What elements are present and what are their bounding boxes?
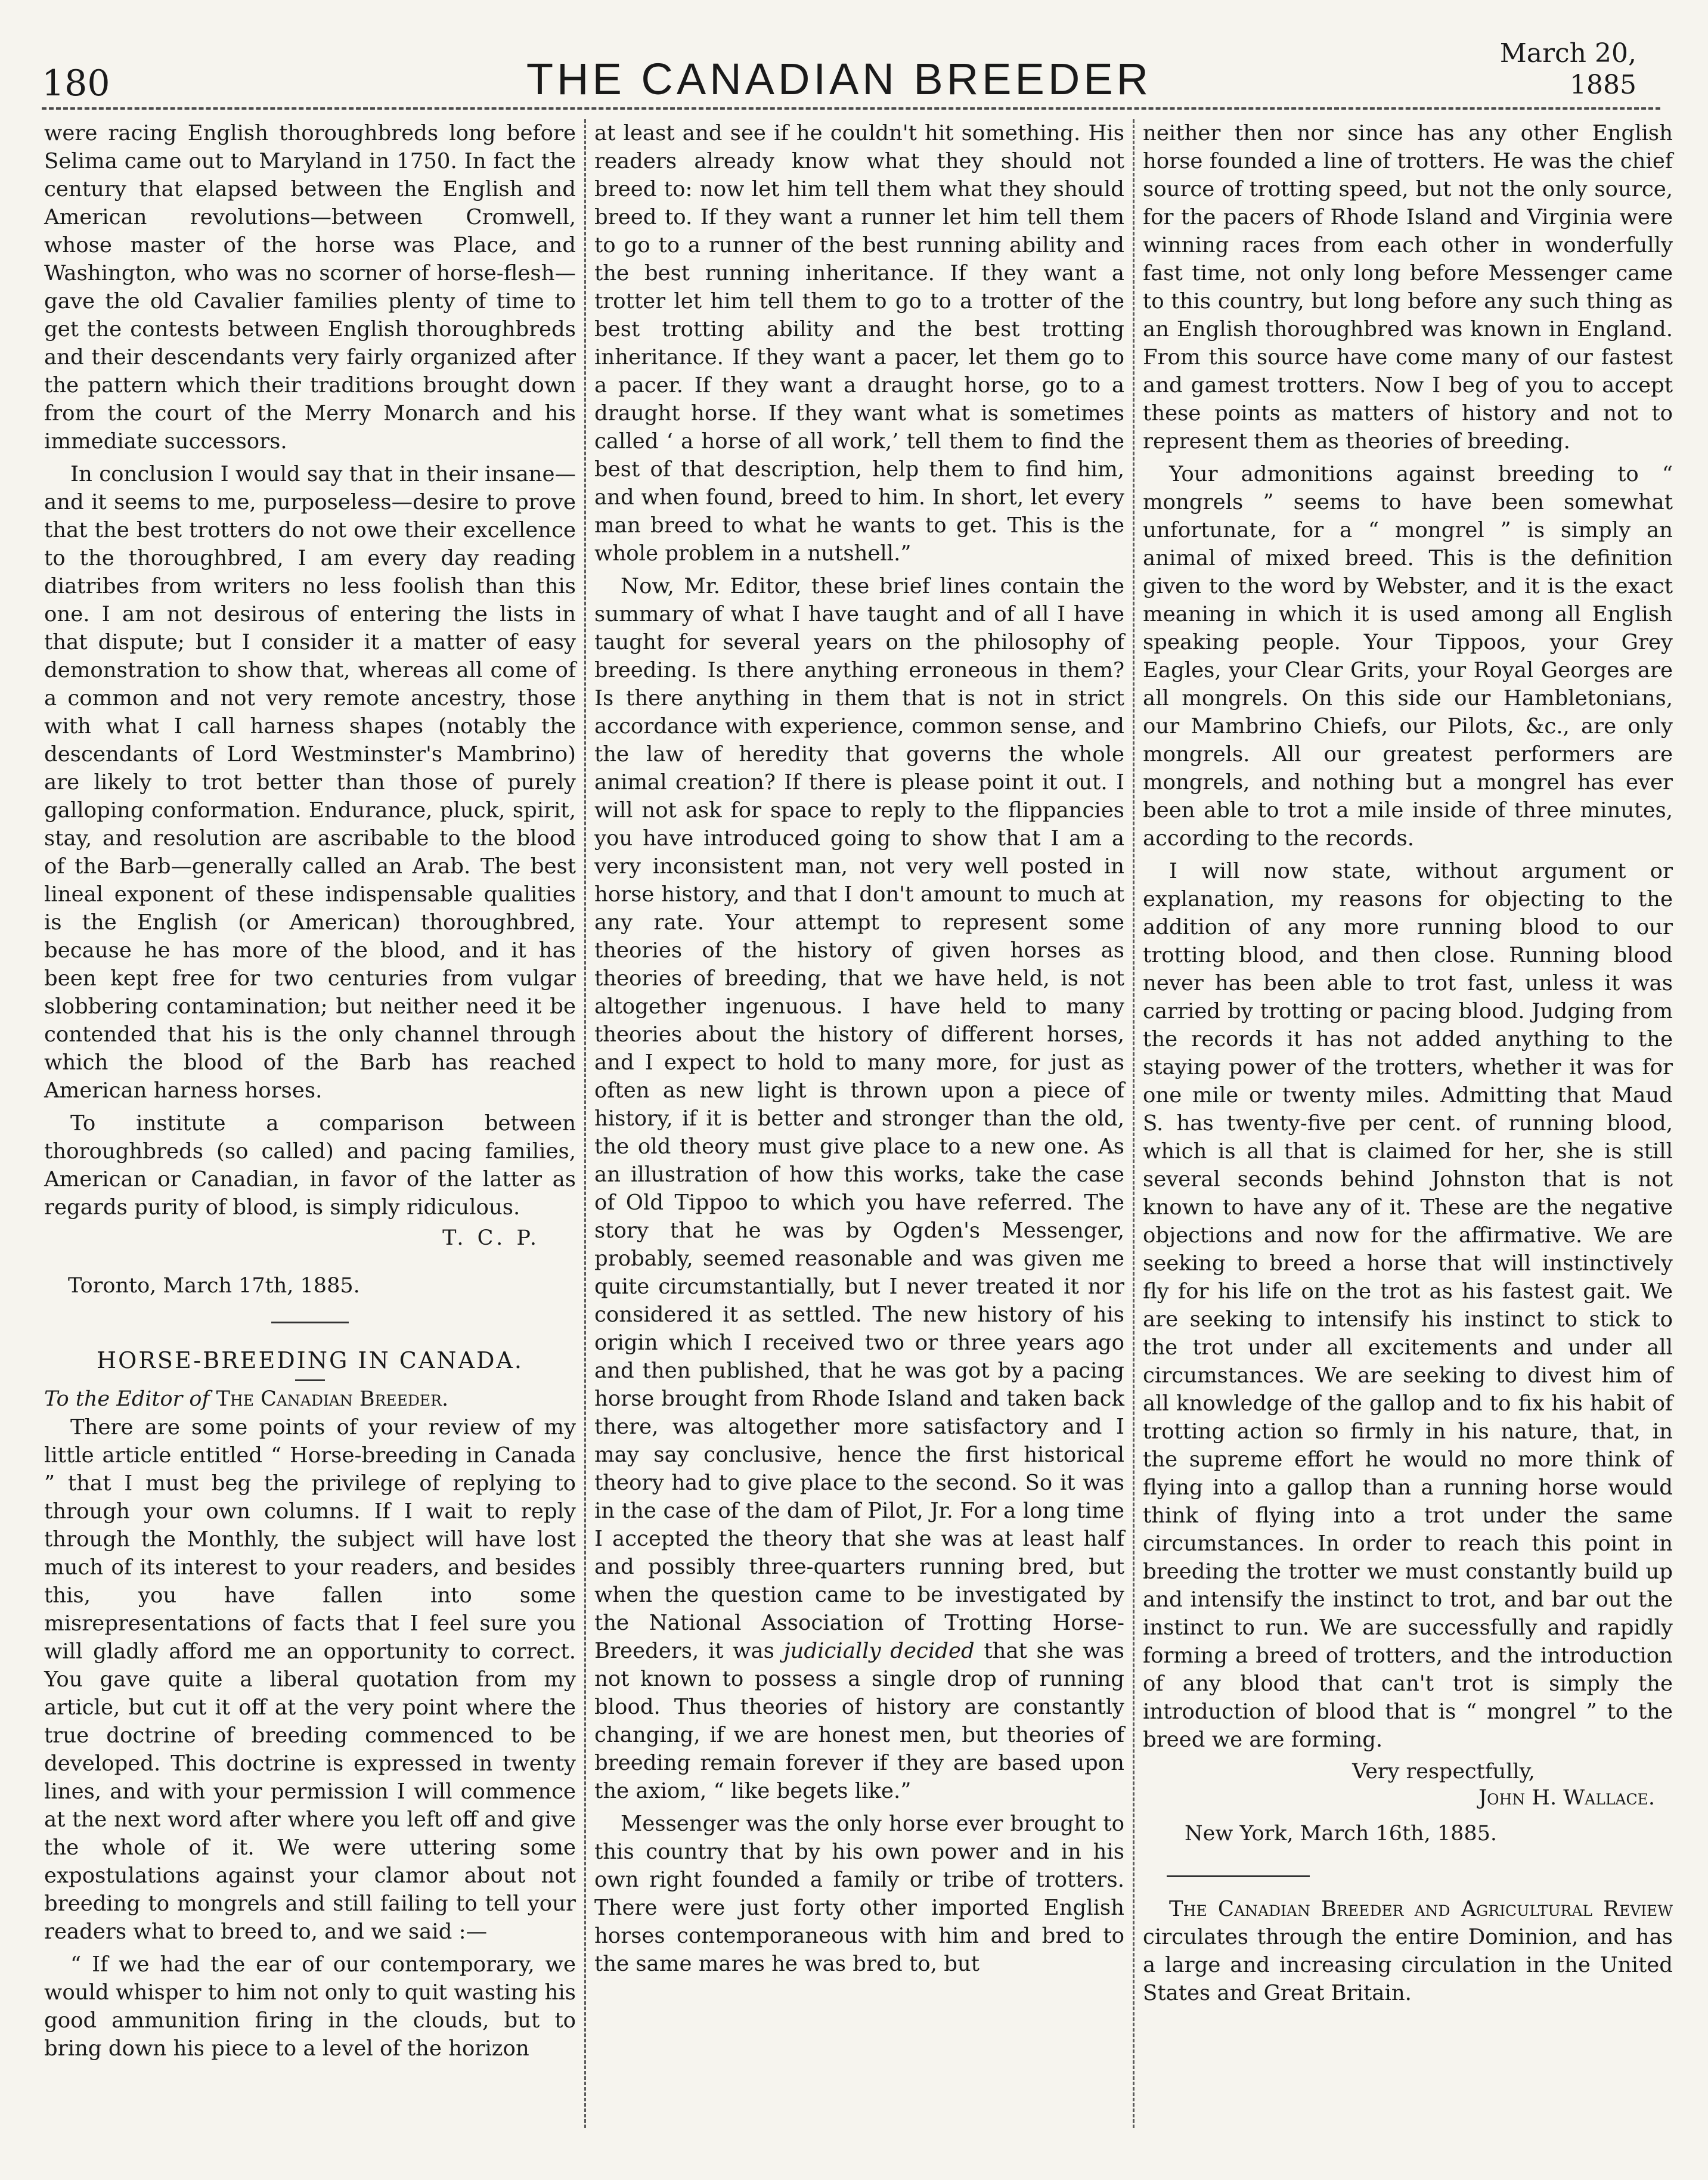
salutation bbox=[44, 1387, 576, 1411]
section-headline: HORSE-BREEDING IN CANADA. bbox=[97, 1347, 523, 1373]
paragraph: To institute a comparison between thoroughbreds (so called) and pacing families, American or Canadian, in favor of the latter as regards purity of blood, is simply ridiculous. bbox=[44, 1111, 576, 1220]
paragraph: Messenger was the only horse ever brought to this country that by his own power and in his own right founded a family or tribe of trotters. There were just forty other imported English horses contemporaneous with him and bred to the same mares he was bred to, but bbox=[594, 1812, 1124, 1976]
paragraph: There are some points of your review of my little article entitled “ Horse-breeding in Canada ” that I must beg the privilege of replying to through your own columns. If I wait to reply through the Monthly, the subject will have lost much of its interest to your readers, and besides this, you have fallen into some misrepresentations of facts that I feel sure you will gladly afford me an opportunity to correct. You gave quite a liberal quotation from my article, but cut it off at the very point where the true doctrine of breeding commenced to be developed. This doctrine is expressed in twenty lines, and with your permission I will commence at the next word after where you left off and give the whole of it. We were uttering some expostulations against your clamor about not breeding to mongrels and still failing to tell your readers what to breed to, and we said :— bbox=[44, 1415, 576, 1944]
masthead-rule bbox=[42, 107, 1660, 110]
paper-title: THE CANADIAN BREEDER bbox=[526, 54, 1152, 104]
masthead bbox=[42, 36, 1636, 104]
article-columns bbox=[36, 119, 1681, 2128]
salutation-prefix: To the Editor of bbox=[44, 1387, 210, 1411]
notice-divider bbox=[1167, 1875, 1310, 1877]
column-3 bbox=[1133, 119, 1681, 2128]
paragraph: “ If we had the ear of our contemporary, we would whisper to him not only to quit wasting his good ammunition firing in the clouds, but to bring down his piece to a level of the horizon bbox=[44, 1952, 576, 2061]
paragraph bbox=[594, 572, 1124, 1805]
circulation-notice bbox=[1143, 1895, 1673, 2007]
closing: Very respectfully, bbox=[1352, 1760, 1535, 1784]
paragraph: were racing English thoroughbreds long before Selima came out to Maryland in 1750. In fact the century that elapsed between the English and American revolutions—between Cromwell, whose master of the horse was Place, and Washington, who was no scorner of horse-flesh—gave the old Cavalier families plenty of time to get the contests between English thoroughbreds and their descendants very fairly organized after the pattern which their traditions brought down from the court of the Merry Monarch and his immediate successors. bbox=[44, 121, 576, 454]
paragraph: at least and see if he couldn't hit something. His readers already know what they should not breed to: now let him tell them what they should breed to. If they want a runner let him tell them to go to a runner of the best running ability and the best running inheritance. If they want a trotter let him tell them to go to a trotter of the best trotting ability and the best trotting inheritance. If they want a pacer, let them go to a pacer. If they want a draught horse, go to a draught horse. If they want what is sometimes called ‘ a horse of all work,’ tell them to find the best of that description, help them to find him, and when found, breed to him. In short, let every man breed to what he wants to get. This is the whole problem in a nutshell.” bbox=[594, 121, 1124, 566]
dateline: Toronto, March 17th, 1885. bbox=[68, 1274, 360, 1298]
paragraph: I will now state, without argument or explanation, my reasons for objecting to the addition of any more running blood to our trotting blood, and then close. Running blood never has been able to trot fast, unless it was carried by trotting or pacing blood. Judging from the records it has not added anything to the staying power of the trotters, whether it was for one mile or twenty miles. Admitting that Maud S. has twenty-five per cent. of running blood, which is all that is claimed for her, she is still several seconds behind Johnston that is not known to have any of it. These are the negative objections and now for the affirmative. We are seeking to breed a horse that will instinctively fly for his life on the trot as his fastest gait. We are seeking to intensify his instinct to stick to the trot under all excitements and under all circumstances. We are seeking to divest him of all knowledge of the gallop and to fix his habit of trotting action so firmly in his nature, that, in the supreme effort he would no more think of flying into a gallop than a running horse would think of flying into a trot under the same circumstances. In order to reach this point in breeding the trotter we must constantly build up and intensify the instinct to trot, and bar out the instinct to run. We are successfully and rapidly forming a breed of trotters, and the introduction of any blood that can't trot is simply the introduction of blood that is “ mongrel ” to the breed we are forming. bbox=[1143, 859, 1673, 1752]
section-divider bbox=[271, 1322, 349, 1323]
column-2 bbox=[584, 119, 1133, 2128]
headline-divider bbox=[295, 1379, 325, 1381]
paragraph: neither then nor since has any other English horse founded a line of trotters. He was the chief source of trotting speed, but not the only source, for the pacers of Rhode Island and Virginia were winning races from each other in wonderfully fast time, not only long before Messenger came to this country, but long before any such thing as an English thoroughbred was known in England. From this source have come many of our fastest and gamest trotters. Now I beg of you to accept these points as matters of history and not to represent them as theories of breeding. bbox=[1143, 121, 1673, 454]
paragraph-text: that she was not known to possess a single drop of running blood. Thus theories of history are constantly changing, if we are honest men, but theories of breeding remain forever if they are based upon the axiom, “ like begets like.” bbox=[594, 1639, 1124, 1803]
signature: T. C. P. bbox=[442, 1226, 540, 1250]
notice-text: circulates through the entire Dominion, and has a large and increasing circulation in the United States and Great Britain. bbox=[1143, 1925, 1673, 2005]
notice-paper-name: The Canadian Breeder and Agricultural Review bbox=[1169, 1897, 1673, 1921]
salutation-paper: The Canadian Breeder. bbox=[216, 1387, 449, 1411]
place-date: New York, March 16th, 1885. bbox=[1185, 1822, 1498, 1846]
italic-phrase: judicially decided bbox=[783, 1639, 975, 1663]
page-number: 180 bbox=[42, 63, 110, 104]
column-1 bbox=[36, 119, 584, 2128]
paragraph-text: Now, Mr. Editor, these brief lines contain the summary of what I have taught and of all I have taught for several years on the philosophy of breeding. Is there anything erroneous in them? Is there anything in them that is not in strict accordance with experience, common sense, and the law of heredity that governs the whole animal creation? If there is please point it out. I will not ask for space to reply to the flippancies you have introduced going to show that I am a very inconsistent man, not very well posted in horse history, and that I don't amount to much at any rate. Your attempt to represent some theories of the history of given horses as theories of breeding, that we have held, is not altogether ingenuous. I have held to many theories about the history of different horses, and I expect to hold to many more, for just as often as new light is thrown upon a piece of history, if it is better and stronger than the old, the old theory must give place to a new one. As an illustration of how this works, take the case of Old Tippoo to which you have referred. The story that he was by Ogden's Messenger, probably, seemed reasonable and was given me quite circumstantially, but I never treated it nor considered it as settled. The new history of his origin which I received two or three years ago and then published, that he was got by a pacing horse brought from Rhode Island and taken back there, was altogether more satisfactory and I may say conclusive, hence the first historical theory had to give place to the second. So it was in the case of the dam of Pilot, Jr. For a long time I accepted the theory that she was at least half and possibly three-quarters running bred, but when the question came to be investigated by the National Association of Trotting Horse-Breeders, it was bbox=[594, 574, 1124, 1663]
author: John H. Wallace. bbox=[1478, 1786, 1655, 1810]
paragraph: In conclusion I would say that in their insane—and it seems to me, purposeless—desire to prove that the best trotters do not owe their excellence to the thoroughbred, I am every day reading diatribes from writers no less foolish than this one. I am not desirous of entering the lists in that dispute; but I consider it a matter of easy demonstration to show that, whereas all come of a common and not very remote ancestry, those with what I call harness shapes (notably the descendants of Lord Westminster's Mambrino) are likely to trot better than those of purely galloping conformation. Endurance, pluck, spirit, stay, and resolution are ascribable to the blood of the Barb—generally called an Arab. The best lineal exponent of these indispensable qualities is the English (or American) thoroughbred, because he has more of the blood, and it has been kept free for two centuries from vulgar slobbering contamination; but neither need it be contended that his is the only channel through which the blood of the Barb has reached American harness horses. bbox=[44, 462, 576, 1103]
paragraph: Your admonitions against breeding to “ mongrels ” seems to have been somewhat unfortunate, for a “ mongrel ” is simply an animal of mixed breed. This is the definition given to the word by Webster, and it is the exact meaning in which it is used among all English speaking people. Your Tippoos, your Grey Eagles, your Clear Grits, your Royal Georges are all mongrels. On this side our Hambletonians, our Mambrino Chiefs, our Pilots, &c., are only mongrels. All our greatest performers are mongrels, and nothing but a mongrel has ever been able to trot a mile inside of three minutes, according to the records. bbox=[1143, 462, 1673, 851]
issue-date: March 20, 1885 bbox=[1499, 38, 1636, 101]
